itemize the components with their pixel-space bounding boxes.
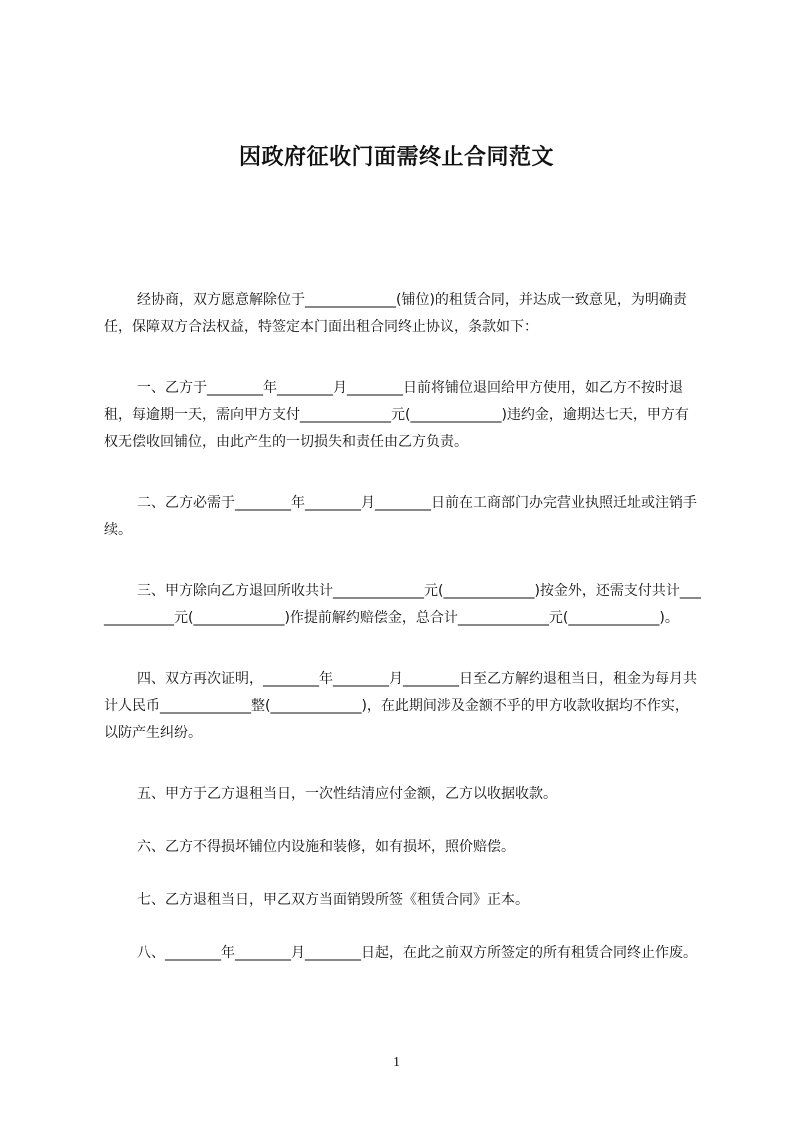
- paragraph-clause-6: 六、乙方不得损坏铺位内设施和装修，如有损坏，照价赔偿。: [137, 839, 515, 855]
- document-title: 因政府征收门面需终止合同范文: [238, 145, 554, 170]
- paragraph-clause-3: 三、甲方除向乙方退回所收共计_____________元(_____________)按金外，还需支付共计_____________元(_____________)作提前解约赔偿金，总合计_____________元(_____________)。: [104, 583, 701, 626]
- paragraph-clause-1: 一、乙方于________年________月________日前将铺位退回给甲方使用，如乙方不按时退租，每逾期一天，需向甲方支付_____________元(_____________)违约金，逾期达七天，甲方有权无偿收回铺位，由此产生的一切损失和责任由乙方负责。: [104, 380, 689, 450]
- page-number: 1: [393, 1055, 400, 1070]
- paragraph-clause-5: 五、甲方于乙方退租当日，一次性结清应付金额，乙方以收据收款。: [137, 786, 557, 802]
- paragraph-clause-8: 八、________年________月________日起，在此之前双方所签定的所有租赁合同终止作废。: [137, 945, 697, 961]
- paragraph-clause-2: 二、乙方必需于________年________月________日前在工商部门办完营业执照迁址或注销手续。: [104, 495, 697, 538]
- paragraph-clause-4: 四、双方再次证明，________年________月________日至乙方解约退租当日，租金为每月共计人民币_____________整(_____________)，在此期间涉及金额不乎的甲方收款收据均不作实，以防产生纠纷。: [104, 671, 697, 741]
- paragraph-clause-7: 七、乙方退租当日，甲乙双方当面销毁所签《租赁合同》正本。: [137, 892, 529, 908]
- paragraph-intro: 经协商，双方愿意解除位于_____________(铺位)的租赁合同，并达成一致意见，为明确责任，保障双方合法权益，特签定本门面出租合同终止协议，条款如下：: [104, 292, 687, 335]
- document-body: [104, 287, 701, 1001]
